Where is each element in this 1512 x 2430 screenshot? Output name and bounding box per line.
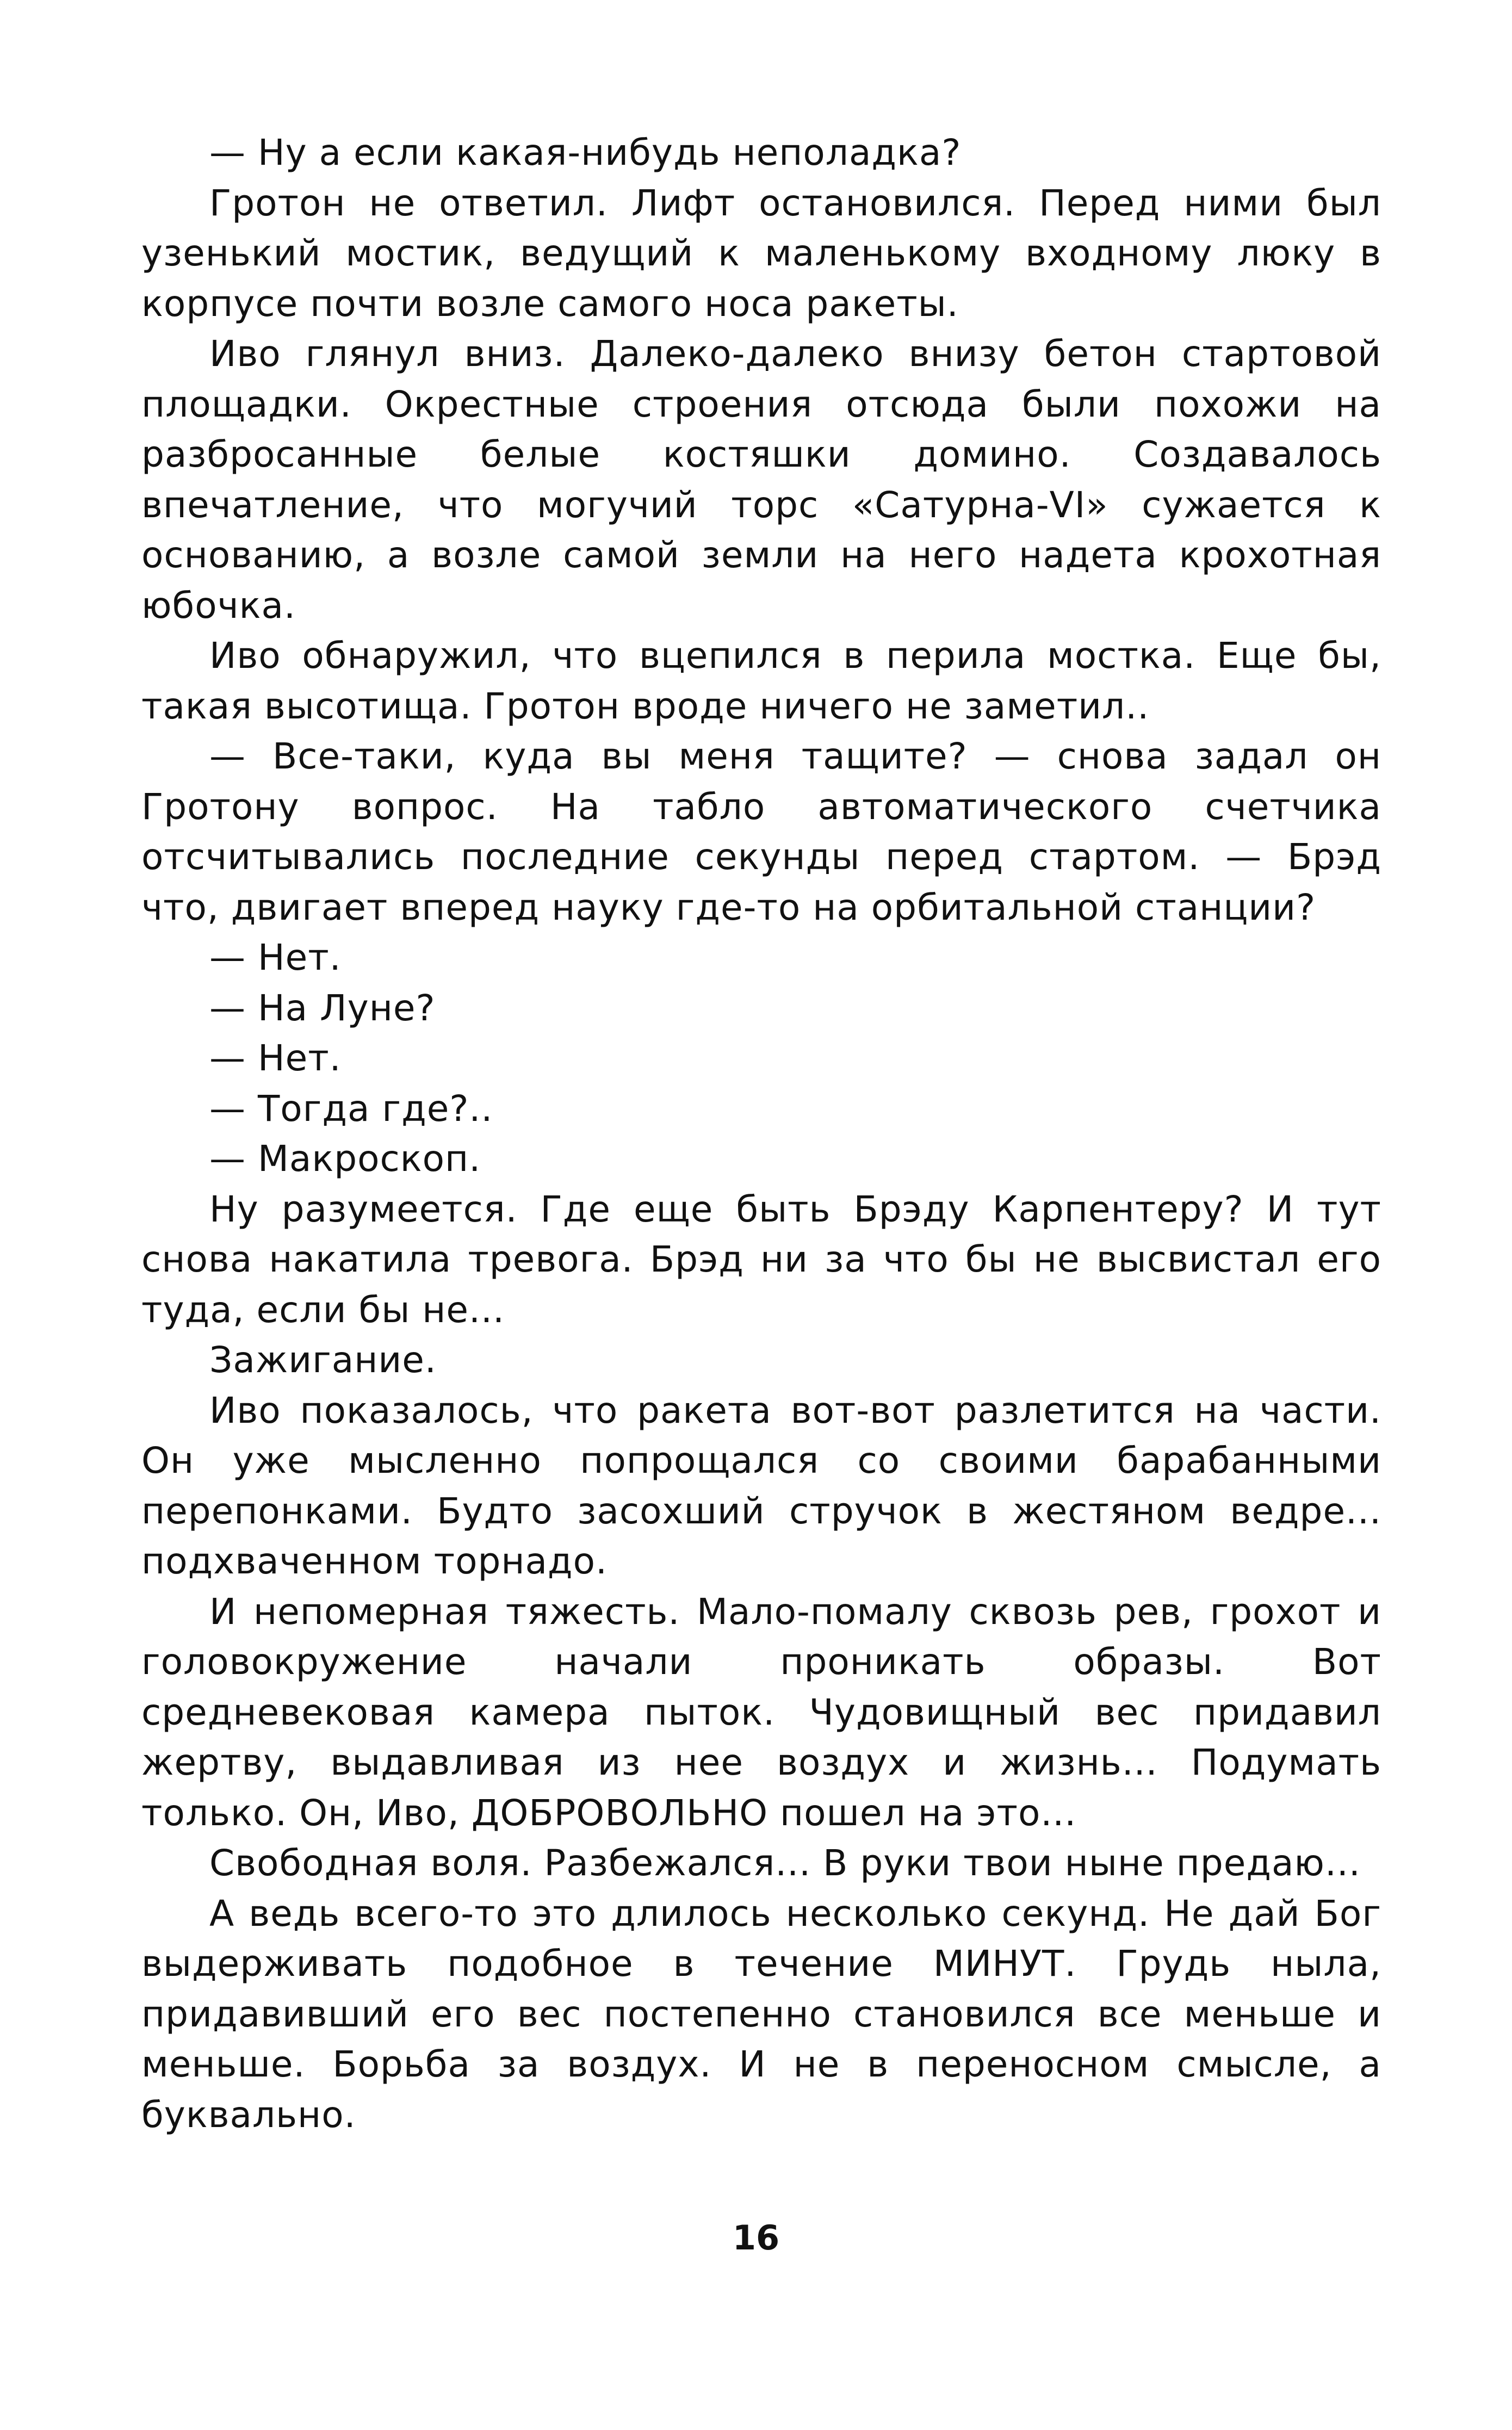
paragraph: И непомерная тяжесть. Мало-помалу сквозь рев, грохот и головокружение начали проникать образы. Вот средневековая камера пыток. Чудовищный вес придавил жертву, выдавливая из нее воздух и жизнь... Подумать только. Он, Иво, ДОБРОВОЛЬНО пошел на это... (141, 1590, 1381, 1834)
page-body (141, 128, 1381, 2140)
paragraph: — Ну а если какая-нибудь неполадка? (209, 132, 962, 173)
paragraph: Иво глянул вниз. Далеко-далеко внизу бетон стартовой площадки. Окрестные строения отсюда были похожи на разбросанные белые костяшки домино. Создавалось впечатление, что могучий торс «Сатурна-VI» сужается к основанию, а возле самой земли на него надета крохотная юбочка. (141, 333, 1381, 627)
paragraph: Иво показалось, что ракета вот-вот разлетится на части. Он уже мысленно попрощался со своими барабанными перепонками. Будто засохший стручок в жестяном ведре... подхваченном торнадо. (141, 1389, 1381, 1582)
paragraph: Зажигание. (209, 1339, 437, 1381)
paragraph: Ну разумеется. Где еще быть Брэду Карпентеру? И тут снова накатила тревога. Брэд ни за что бы не высвистал его туда, если бы не... (141, 1188, 1381, 1331)
dialogue-line: — Нет. (209, 1037, 342, 1079)
paragraph: Иво обнаружил, что вцепился в перила мостка. Еще бы, такая высотища. Гротон вроде ничего не заметил.. (141, 635, 1381, 727)
paragraph: — Все-таки, куда вы меня тащите? — снова задал он Гротону вопрос. На табло автоматического счетчика отсчитывались последние секунды перед стартом. — Брэд что, двигает вперед науку где-то на орбитальной станции? (141, 735, 1381, 928)
paragraph: Свободная воля. Разбежался... В руки твои ныне предаю... (209, 1842, 1361, 1884)
page-number: 16 (732, 2218, 780, 2258)
dialogue-line: — Макроскоп. (209, 1138, 481, 1180)
dialogue-line: — Тогда где?.. (209, 1087, 493, 1130)
dialogue-line: — Нет. (209, 937, 342, 978)
paragraph: Гротон не ответил. Лифт остановился. Перед ними был узенький мостик, ведущий к маленькому входному люку в корпусе почти возле самого носа ракеты. (141, 182, 1381, 325)
dialogue-line: — На Луне? (209, 987, 436, 1029)
paragraph: А ведь всего-то это длилось несколько секунд. Не дай Бог выдерживать подобное в течение МИНУТ. Грудь ныла, придавивший его вес постепенно становился все меньше и меньше. Борьба за воздух. И не в переносном смысле, а буквально. (141, 1892, 1381, 2136)
